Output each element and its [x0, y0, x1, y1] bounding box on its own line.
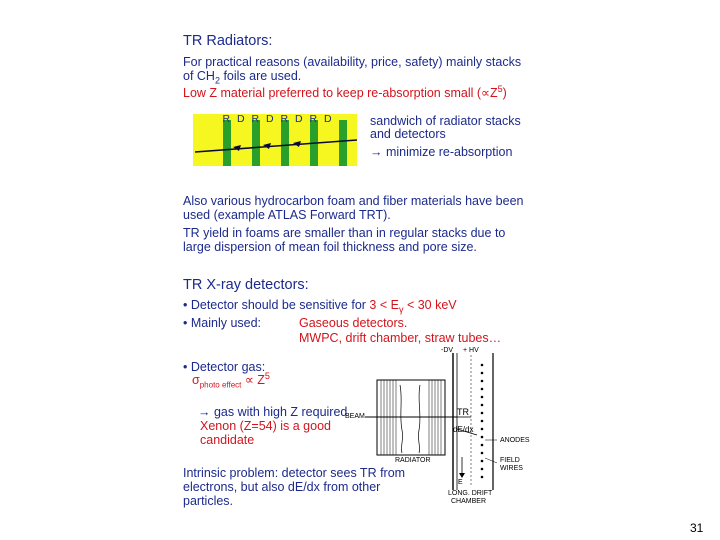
- e-label: E: [458, 479, 463, 486]
- radiators-title: TR Radiators:: [183, 33, 273, 49]
- radiator-label: RADIATOR: [395, 457, 431, 464]
- xenon-line-2: candidate: [200, 433, 255, 447]
- long-drift-label: LONG. DRIFT: [448, 490, 493, 497]
- rd-labels: R D R D R D R D: [222, 113, 332, 125]
- anodes-label: ANODES: [500, 437, 530, 444]
- chamber-label: CHAMBER: [451, 498, 487, 505]
- arrow-down-icon: [459, 473, 465, 478]
- sandwich-text-1: sandwich of radiator stacks: [370, 114, 521, 128]
- detector-slab: [223, 120, 231, 166]
- foam-line-2: used (example ATLAS Forward TRT).: [183, 208, 391, 222]
- detector-slab: [281, 120, 289, 166]
- tr-label: TR: [457, 407, 469, 417]
- anode-wires: [481, 364, 484, 479]
- detector-slab: [339, 120, 347, 166]
- foam-line-4: large dispersion of mean foil thickness and pore size.: [183, 240, 477, 254]
- foam-line-3: TR yield in foams are smaller than in regular stacks due to: [183, 226, 506, 240]
- gaseous-detectors: Gaseous detectors.: [299, 316, 408, 330]
- sandwich-text-3: → minimize re-absorption: [370, 145, 513, 159]
- dedx-label: dE/dx: [453, 425, 474, 434]
- hv-label: + HV: [463, 347, 479, 354]
- wires-label: WIRES: [500, 465, 523, 472]
- detector-slab: [252, 120, 260, 166]
- gas-requirement: → gas with high Z required: [198, 405, 348, 419]
- detectors-bullet-1: • Detector should be sensitive for $3 < E_\gamma < 30$ keV: [183, 298, 457, 315]
- detector-schematic: [345, 345, 530, 510]
- photo-effect-formula: $\sigma_{photo effect} \propto Z^5$: [192, 370, 270, 390]
- sandwich-diagram: [193, 114, 357, 166]
- radiators-line-3: Low Z material preferred to keep re-absorption small $(\propto Z^5)$: [183, 83, 507, 100]
- radiators-line-1: For practical reasons (availability, price, safety) mainly stacks: [183, 55, 522, 69]
- xenon-line-1: Xenon (Z=54) is a good: [200, 419, 331, 433]
- intrinsic-line-2: electrons, but also dE/dx from other: [183, 480, 381, 494]
- detectors-bullet-2: • Mainly used:: [183, 316, 262, 330]
- detector-gas: • Detector gas:: [183, 360, 266, 374]
- pointer-line: [485, 458, 497, 463]
- radiators-line-2: of $CH_2$ foils are used.: [183, 69, 302, 86]
- field-label: FIELD: [500, 457, 520, 464]
- beam-label: BEAM: [345, 413, 365, 420]
- foam-line-1: Also various hydrocarbon foam and fiber materials have been: [183, 194, 524, 208]
- detectors-title: TR X-ray detectors:: [183, 277, 309, 293]
- detector-types: MWPC, drift chamber, straw tubes…: [299, 331, 502, 345]
- dv-label: -DV: [441, 347, 454, 354]
- sandwich-text-2: and detectors: [370, 127, 446, 141]
- intrinsic-line-1: Intrinsic problem: detector sees TR from: [183, 466, 406, 480]
- intrinsic-line-3: particles.: [183, 494, 234, 508]
- page-number: 31: [690, 521, 704, 535]
